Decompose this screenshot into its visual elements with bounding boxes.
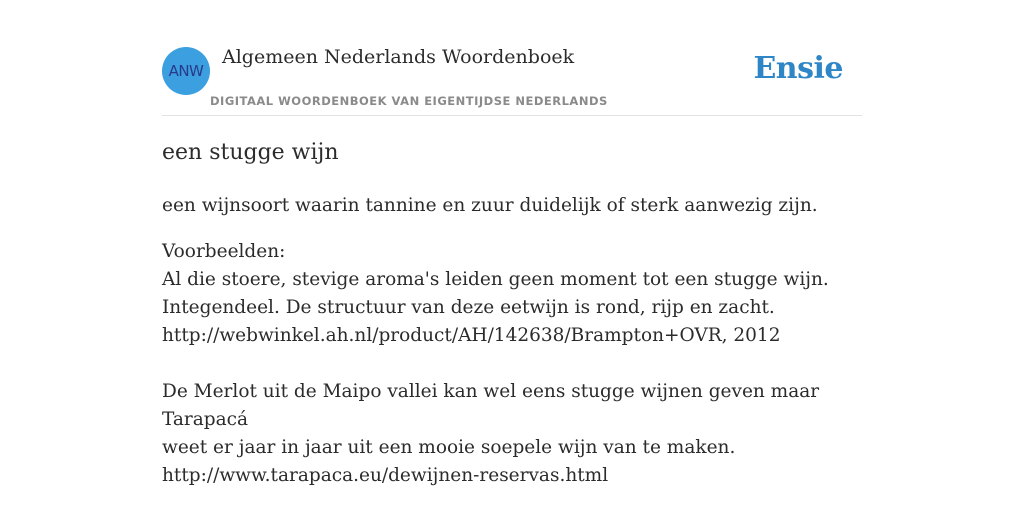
examples-label: Voorbeelden:: [162, 241, 286, 262]
example-spacer: [162, 350, 862, 378]
definition: een wijnsoort waarin tannine en zuur duidelijk of sterk aanwezig zijn.: [162, 195, 818, 216]
anw-logo-text: ANW: [168, 62, 204, 80]
example-line: Integendeel. De structuur van deze eetwijn is rond, rijp en zacht.: [162, 297, 775, 318]
example-line: weet er jaar in jaar uit een mooie soepele wijn van te maken.: [162, 437, 736, 458]
example-source: http://webwinkel.ah.nl/product/AH/142638/Brampton+OVR, 2012: [162, 325, 781, 346]
headword: een stugge wijn: [162, 140, 339, 165]
example-line: Al die stoere, stevige aroma's leiden geen moment tot een stugge wijn.: [162, 269, 829, 290]
example-source: http://www.tarapaca.eu/dewijnen-reservas.html: [162, 465, 609, 486]
example-block: [162, 378, 862, 490]
anw-logo[interactable]: [162, 47, 210, 95]
site-title[interactable]: Algemeen Nederlands Woordenboek: [222, 46, 575, 68]
entry-content: [162, 192, 862, 490]
example-line: De Merlot uit de Maipo vallei kan wel eens stugge wijnen geven maar Tarapacá: [162, 381, 820, 430]
header-divider: [162, 115, 862, 116]
site-subtitle: DIGITAAL WOORDENBOEK VAN EIGENTIJDSE NEDERLANDS: [210, 94, 608, 108]
example-block: [162, 266, 862, 350]
ensie-logo[interactable]: Ensie: [753, 51, 843, 86]
